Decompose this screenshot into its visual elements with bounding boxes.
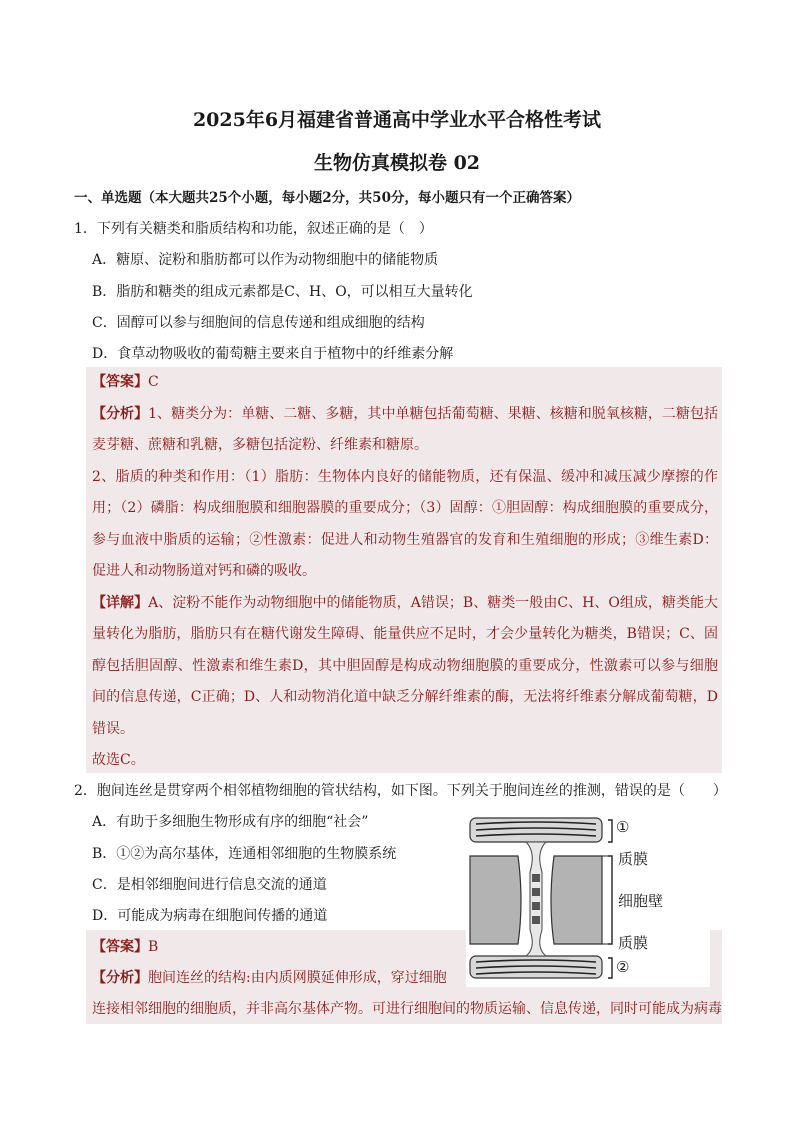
question-2-answer-line: 【答案】B [92, 939, 159, 955]
answer-line: 【答案】C [92, 374, 159, 390]
figure-label-membrane-bottom: 质膜 [618, 934, 649, 952]
question-2-option-b: B．①②为高尔基体，连通相邻细胞的生物膜系统 [92, 846, 397, 862]
figure-label-membrane-top: 质膜 [618, 850, 649, 868]
question-2-stem: 2．胞间连丝是贯穿两个相邻植物细胞的管状结构，如下图。下列关于胞间连丝的推测，错误的是（ ） [74, 783, 727, 799]
conclusion-line: 故选C。 [92, 752, 145, 768]
question-2-option-d: D．可能成为病毒在细胞间传播的通道 [92, 908, 328, 924]
analysis-line-2: 2、脂质的种类和作用：（1）脂肪：生物体内良好的储能物质，还有保温、缓冲和减压减少摩擦的作用；（2）磷脂：构成细胞膜和细胞器膜的重要成分；（3）固醇：①胆固醇：构成细胞膜的重要成分，参与血液中脂质的运输；②性激素：促进人和动物生殖器官的发育和生殖细胞的形成；③维生素D：促进人和动物肠道对钙和磷的吸收。 [92, 468, 718, 579]
page-subtitle: 生物仿真模拟卷 02 [313, 152, 481, 174]
question-2-option-a: A．有助于多细胞生物形成有序的细胞“社会” [92, 814, 369, 830]
question-1-option-d: D．食草动物吸收的葡萄糖主要来自于植物中的纤维素分解 [92, 346, 454, 362]
question-1-stem: 1．下列有关糖类和脂质结构和功能，叙述正确的是（ ） [74, 221, 433, 237]
question-2-analysis-line-2: 连接相邻细胞的细胞质，并非高尔基体产物。可进行细胞间的物质运输、信息传递，同时可能成为病毒 [92, 1001, 722, 1017]
answer-value: B [148, 939, 159, 955]
detail-line: 【详解】A、淀粉不能作为动物细胞中的储能物质，A错误；B、糖类一般由C、H、O组成，糖类能大量转化为脂肪，脂肪只有在糖代谢发生障碍、能量供应不足时，才会少量转化为糖类，B错误；C、固醇包括胆固醇、性激素和维生素D，其中胆固醇是构成动物细胞膜的重要成分，性激素可以参与细胞间的信息传递，C正确；D、人和动物消化道中缺乏分解纤维素的酶，无法将纤维素分解成葡萄糖，D错误。 [92, 594, 719, 737]
question-1-option-c: C．固醇可以参与细胞间的信息传递和组成细胞的结构 [92, 315, 425, 331]
page-title: 2025年6月福建省普通高中学业水平合格性考试 [192, 109, 602, 131]
question-2-analysis-line-1: 【分析】胞间连丝的结构:由内质网膜延伸形成，穿过细胞 [92, 970, 447, 986]
plasmodesmata-diagram [466, 812, 710, 987]
figure-label-cell-wall: 细胞壁 [618, 892, 664, 910]
section-heading: 一、单选题（本大题共25个小题，每小题2分，共50分，每小题只有一个正确答案） [74, 190, 580, 206]
analysis-line-1: 【分析】1、糖类分为：单糖、二糖、多糖，其中单糖包括葡萄糖、果糖、核糖和脱氧核糖，二糖包括麦芽糖、蔗糖和乳糖，多糖包括淀粉、纤维素和糖原。 [92, 405, 719, 453]
figure-label-1: ① [616, 818, 630, 836]
question-2-option-c: C．是相邻细胞间进行信息交流的通道 [92, 877, 327, 893]
question-1-explanation [92, 367, 718, 777]
plasmodesmata-figure [466, 812, 710, 987]
question-1-option-b: B．脂肪和糖类的组成元素都是C、H、O，可以相互大量转化 [92, 284, 473, 300]
answer-value: C [148, 374, 159, 390]
question-1-option-a: A．糖原、淀粉和脂肪都可以作为动物细胞中的储能物质 [92, 252, 439, 268]
figure-label-2: ② [616, 958, 630, 976]
